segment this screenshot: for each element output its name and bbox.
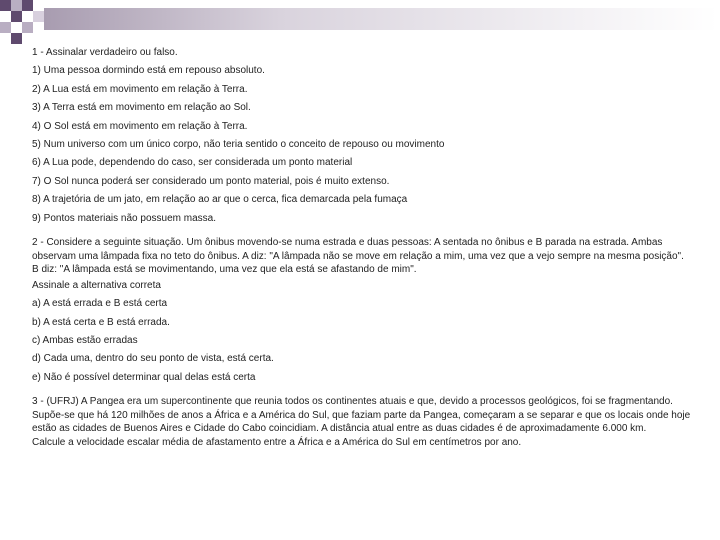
question-2-option: d) Cada uma, dentro do seu ponto de vista, está certa. xyxy=(32,353,274,365)
question-1-item: 5) Num universo com um único corpo, não teria sentido o conceito de repouso ou movimento xyxy=(32,139,445,151)
slide-content xyxy=(32,44,692,450)
question-1-item: 6) A Lua pode, dependendo do caso, ser considerada um ponto material xyxy=(32,157,353,169)
question-1-item: 8) A trajetória de um jato, em relação ao ar que o cerca, fica demarcada pela fumaça xyxy=(32,194,408,206)
question-2-option: b) A está certa e B está errada. xyxy=(32,316,170,328)
title-bar-gradient xyxy=(44,8,718,30)
question-1-header: 1 - Assinalar verdadeiro ou falso. xyxy=(32,47,178,58)
question-2-option: a) A está errada e B está certa xyxy=(32,298,168,310)
question-2-statement: 2 - Considere a seguinte situação. Um ônibus movendo-se numa estrada e duas pessoas: A sentada no ônibus e B parada na estrada. Ambas observam uma lâmpada fixa no teto do ônibus. A diz: "A lâmpada não se move em relação a mim, uma vez que a vejo sempre na mesma posição". B diz: "A lâmpada está se movimentando, uma vez que ela está se afastando de mim". xyxy=(32,237,684,276)
question-1-item: 9) Pontos materiais não possuem massa. xyxy=(32,212,216,224)
question-2-instruction: Assinale a alternativa correta xyxy=(32,279,161,291)
question-1 xyxy=(32,44,692,228)
question-3 xyxy=(32,395,692,449)
question-3-statement: 3 - (UFRJ) A Pangea era um supercontinente que reunia todos os continentes atuais e que, devido a processos geológicos, foi se fragmentando. Supõe-se que há 120 milhões de anos a África e a América do Sul, que faziam parte da Pangea, começaram a se separar e que os locais onde hoje estão as cidades de Buenos Aires e Cidade do Cabo coincidiam. A distância atual entre as duas cidades é de aproximadamente 6.000 km. xyxy=(32,396,691,435)
question-1-item: 7) O Sol nunca poderá ser considerado um ponto material, pois é muito extenso. xyxy=(32,175,390,187)
question-1-item: 1) Uma pessoa dormindo está em repouso absoluto. xyxy=(32,65,265,77)
question-2-option: c) Ambas estão erradas xyxy=(32,335,138,347)
question-3-question: Calcule a velocidade escalar média de afastamento entre a África e a América do Sul em centímetros por ano. xyxy=(32,437,522,449)
question-2-option: e) Não é possível determinar qual delas está certa xyxy=(32,371,256,383)
question-1-item: 2) A Lua está em movimento em relação à Terra. xyxy=(32,83,248,95)
question-1-item: 4) O Sol está em movimento em relação à Terra. xyxy=(32,120,248,132)
question-2 xyxy=(32,236,692,387)
question-1-item: 3) A Terra está em movimento em relação ao Sol. xyxy=(32,102,251,114)
